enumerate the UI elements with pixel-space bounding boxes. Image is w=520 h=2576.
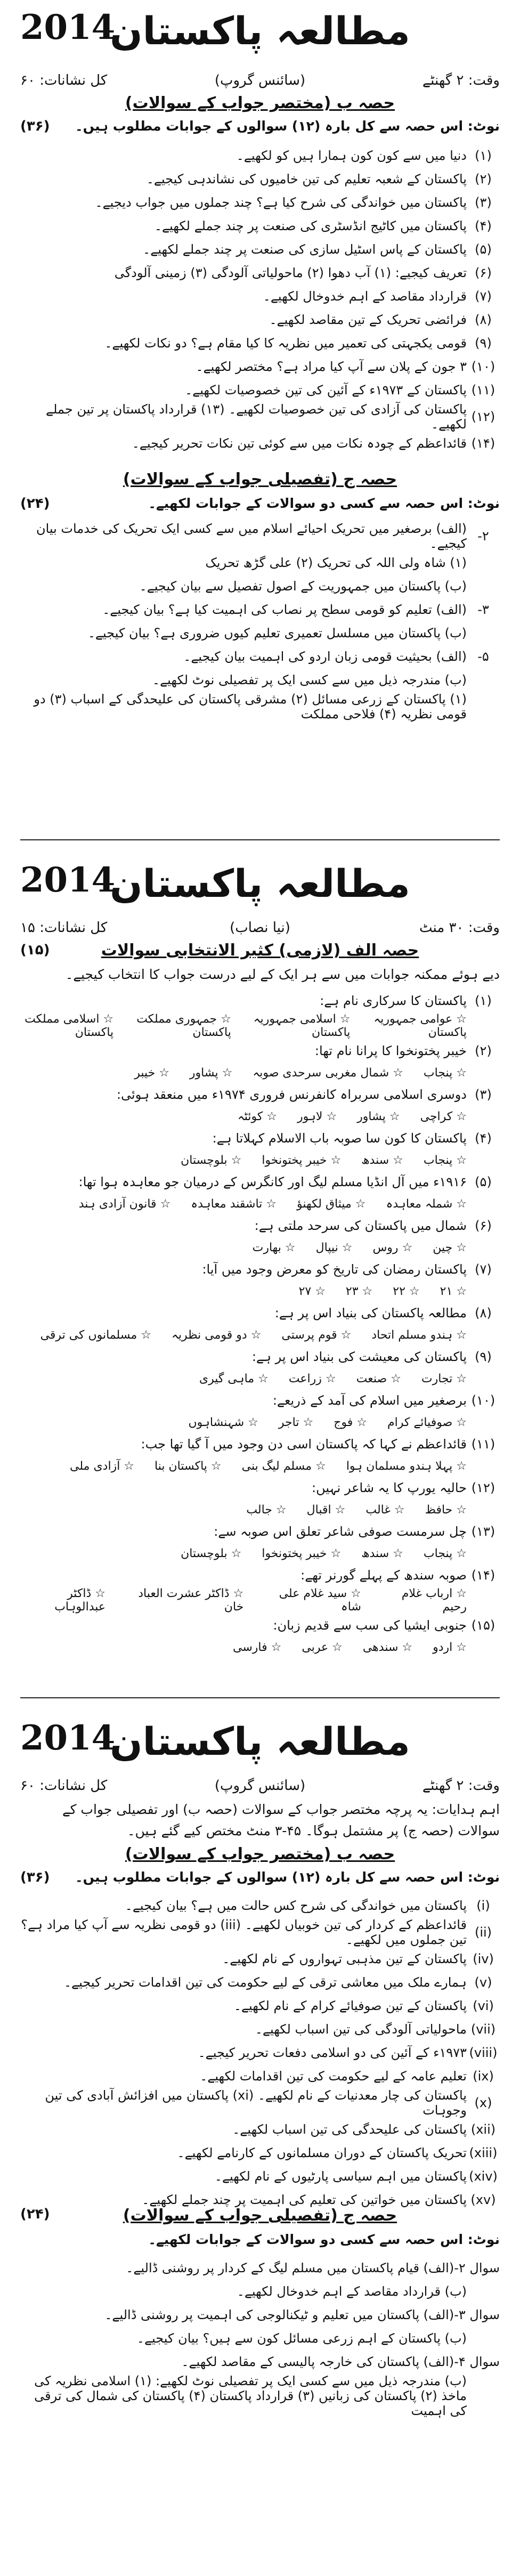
question-item: (iv) پاکستان کے تین مذہبی تہواروں کے نام لکھیے۔ [222,1951,494,1966]
mcq-item: (۲) خیبر پختونخوا کا پرانا نام تھا: ☆ پنجاب ☆ شمال مغربی سرحدی صوبہ ☆ پشاور ☆ خیبر [20,1039,500,1083]
long-question-item: سوال ۳- (الف) پاکستان میں تعلیم و ٹیکنالوجی کی اہمیت پر روشنی ڈالیے۔ [104,2307,500,2322]
question-item: (ix) تعلیم عامہ کے لیے حکومت کی تین اقدامات لکھیے۔ [200,2069,494,2084]
paper-title: مطالعہ پاکستان [110,9,410,53]
mcq-item: (۴) پاکستان کا کون سا صوبہ باب الاسلام کہلاتا ہے: ☆ پنجاب ☆ سندھ ☆ خیبر پختونخوا ☆ بلوچستان [20,1127,500,1170]
section-note: نوٹ: اس حصہ سے کل بارہ (۱۲) سوالوں کے جوابات مطلوب ہیں۔ [75,1869,500,1885]
section-note: نوٹ: اس حصہ سے کسی دو سوالات کے جوابات لکھیے۔ [148,2232,500,2247]
mcq-item: (۱۱) قائداعظم نے کہا کہ پاکستان اسی دن وجود میں آ گیا تھا جب: ☆ پہلا ہندو مسلمان ہوا ☆ مسلم لیگ بنی ☆ پاکستان بنا ☆ آزادی ملی [20,1432,500,1476]
time-label: وقت: ۲ گھنٹے [422,1778,500,1794]
paper-title: مطالعہ پاکستان [110,1719,410,1764]
question-item: (۲) پاکستان کے شعبہ تعلیم کی تین خامیوں کی نشاندہی کیجیے۔ [146,172,492,187]
group-label: (سائنس گروپ) [214,72,306,88]
section-marks: (۱۵) [20,942,50,958]
section-marks: (۲۴) [20,2206,50,2222]
paper-3 [0,1711,520,2563]
scheme-label: (نیا نصاب) [230,920,290,936]
long-question-item: ۲- (الف) برصغیر میں تحریک احیائے اسلام میں سے کسی ایک تحریک کی خدمات بیان کیجیے۔ [36,521,489,551]
long-question-item: (۱) پاکستان کے زرعی مسائل (۲) مشرقی پاکستان کی علیحدگی کے اسباب (۳) دو قومی نظریہ (۴) فلاحی مملکت [34,692,467,722]
question-item: (۱۱) پاکستان کے ۱۹۷۳ء کے آئین کی تین خصوصیات لکھیے۔ [185,383,495,398]
question-item: (v) ہمارے ملک میں معاشی ترقی کے لیے حکومت کی تین اقدامات تحریر کیجیے۔ [63,1975,492,1990]
time-label: وقت: ۲ گھنٹے [422,72,500,88]
mcq-item: (۶) شمال میں پاکستان کی سرحد ملتی ہے: ☆ چین ☆ روس ☆ نیپال ☆ بھارت [20,1214,500,1258]
section-heading: حصہ ب (مختصر جواب کے سوالات) [125,1845,395,1864]
mcq-item: (۵) ۱۹۱۶ء میں آل انڈیا مسلم لیگ اور کانگرس کے درمیان جو معاہدہ ہوا تھا: ☆ شملہ معاہدہ ☆ میثاق لکھنؤ ☆ تاشقند معاہدہ ☆ قانون آزادی ہند [20,1170,500,1214]
time-label: وقت: ۳۰ منٹ [419,920,500,936]
group-label: (سائنس گروپ) [214,1778,306,1794]
section-heading: حصہ ج (تفصیلی جواب کے سوالات) [123,2206,397,2225]
mcq-item: (۳) دوسری اسلامی سربراہ کانفرنس فروری ۱۹۷۴ء میں منعقد ہوئی: ☆ کراچی ☆ پشاور ☆ لاہور ☆ کوئٹہ [20,1083,500,1127]
long-question-item: ۵- (الف) بحیثیت قومی زبان اردو کی اہمیت بیان کیجیے۔ [183,649,489,664]
paper-divider [20,1697,500,1698]
section-heading: حصہ ب (مختصر جواب کے سوالات) [125,94,395,112]
question-item: (xii) پاکستان کی علیحدگی کی تین اسباب لکھیے۔ [232,2122,496,2137]
section-heading: حصہ الف (لازمی) کثیر الانتخابی سوالات [101,941,419,960]
total-marks: کل نشانات: ۱۵ [20,920,108,936]
question-item: (۸) فرائضی تحریک کے تین مقاصد لکھیے۔ [269,312,492,327]
paper-year: 2014 [20,860,116,900]
question-item: (vi) پاکستان کے تین صوفیائے کرام کے نام لکھیے۔ [233,1998,494,2013]
long-question-item: ۳- (الف) تعلیم کو قومی سطح پر نصاب کی اہمیت کیا ہے؟ بیان کیجیے۔ [102,602,489,617]
mcq-item: (۹) پاکستان کی معیشت کی بنیاد اس پر ہے: ☆ تجارت ☆ صنعت ☆ زراعت ☆ ماہی گیری [20,1345,500,1389]
question-item: (۱) دنیا میں سے کون کون ہمارا ہیں کو لکھیے۔ [236,148,492,163]
paper-year: 2014 [20,1718,116,1758]
mcq-item: (۷) پاکستان رمضان کی تاریخ کو معرض وجود میں آیا: ☆ ۲۱ ☆ ۲۲ ☆ ۲۳ ☆ ۲۷ [20,1258,500,1301]
question-item: (۱۴) قائداعظم کے چودہ نکات میں سے کوئی تین نکات تحریر کیجیے۔ [132,436,495,451]
mcq-item: (۱۰) برصغیر میں اسلام کی آمد کے ذریعے: ☆ صوفیائے کرام ☆ فوج ☆ تاجر ☆ شہنشاہوں [20,1389,500,1432]
question-item: (x) پاکستان کی چار معدنیات کے نام لکھیے۔ (xi) پاکستان میں افزائش آبادی کی تین وجوہات [45,2088,492,2118]
question-item: (۱۰) ۳ جون کے پلان سے آپ کیا مراد ہے؟ مختصر لکھیے۔ [196,359,495,374]
long-question-item: (ب) پاکستان کے اہم زرعی مسائل کون سے ہیں؟ بیان کیجیے۔ [136,2331,467,2346]
long-question-item: سوال ۲- (الف) قیام پاکستان میں مسلم لیگ کے کردار پر روشنی ڈالیے۔ [126,2261,500,2275]
paper-divider [20,839,500,840]
section-marks: (۲۴) [20,496,50,512]
section-note: نوٹ: اس حصہ سے کسی دو سوالات کے جوابات لکھیے۔ [148,496,500,511]
section-note: نوٹ: اس حصہ سے کل بارہ (۱۲) سوالوں کے جوابات مطلوب ہیں۔ [75,118,500,134]
question-list [20,1894,500,2212]
mcq-item: (۱۲) حالیہ یورپ کا یہ شاعر نہیں: ☆ حافظ ☆ غالب ☆ اقبال ☆ جالب [20,1476,500,1520]
mcq-item: (۸) مطالعہ پاکستان کی بنیاد اس پر ہے: ☆ ہندو مسلم اتحاد ☆ قوم پرستی ☆ دو قومی نظریہ ☆ مسلمانوں کی ترقی [20,1301,500,1345]
long-question-list [20,521,500,722]
question-item: (۴) پاکستان میں کاٹیج انڈسٹری کی صنعت پر چند جملے لکھیے۔ [154,218,492,233]
section-heading: حصہ ج (تفصیلی جواب کے سوالات) [123,470,397,489]
question-item: (xiii) تحریک پاکستان کے دوران مسلمانوں کے کارنامے لکھیے۔ [177,2145,498,2160]
section-marks: (۳۶) [20,118,50,134]
question-item: (ii) قائداعظم کے کردار کی تین خوبیاں لکھیے۔ (iii) دو قومی نظریہ سے آپ کیا مراد ہے؟ تین جملوں میں لکھیے۔ [21,1917,492,1947]
question-item: (vii) ماحولیاتی آلودگی کی تین اسباب لکھیے۔ [255,2022,496,2037]
long-question-item: (ب) مندرجہ ذیل میں سے کسی ایک پر تفصیلی نوٹ لکھیے: (۱) اسلامی نظریہ کی ماخذ (۲) پاکستان کی زبانیں (۳) قرارداد پاکستان (۴) پاکستان کی شمال کی ترقی کی اہمیت [34,2374,467,2418]
long-question-item: (ب) پاکستان میں مسلسل تعمیری تعلیم کیوں ضروری ہے؟ بیان کیجیے۔ [87,626,467,641]
paper-instructions: اہم ہدایات: یہ پرچہ مختصر جواب کے سوالات (حصہ ب) اور تفصیلی جواب کے سوالات (حصہ ج) پر مشتمل ہوگا۔ ۴۵-۳ منٹ مختص کیے گئے ہیں۔ [62,1802,500,1838]
paper-2 [0,853,520,1684]
long-question-list [20,2256,500,2418]
question-item: (۱۲) پاکستان کی آزادی کی تین خصوصیات لکھیے۔ (۱۳) قرارداد پاکستان پر تین جملے لکھیے۔ [46,402,495,432]
long-question-item: (ب) مندرجہ ذیل میں سے کسی ایک پر تفصیلی نوٹ لکھیے۔ [152,673,467,687]
question-item: (xiv) پاکستان میں اہم سیاسی پارٹیوں کے نام لکھیے۔ [214,2169,498,2184]
question-item: (xv) پاکستان میں خواتین کی تعلیم کی اہمیت پر چند جملے لکھیے۔ [142,2192,496,2207]
paper-title: مطالعہ پاکستان [110,861,410,906]
question-item: (۷) قرارداد مقاصد کے اہم خدوخال لکھیے۔ [263,289,492,304]
long-question-item: (ب) پاکستان میں جمہوریت کے اصول تفصیل سے بیان کیجیے۔ [139,579,467,594]
mcq-item: (۱) پاکستان کا سرکاری نام ہے: ☆ عوامی جمہوریہ پاکستان ☆ اسلامی جمہوریہ پاکستان ☆ جمہوری مملکت پاکستان ☆ اسلامی مملکت پاکستان [20,989,500,1039]
question-item: (۵) پاکستان کے پاس اسٹیل سازی کی صنعت پر چند جملے لکھیے۔ [143,242,492,257]
mcq-item: (۱۳) چل سرمست صوفی شاعر تعلق اس صوبہ سے: ☆ پنجاب ☆ سندھ ☆ خیبر پختونخوا ☆ بلوچستان [20,1520,500,1564]
total-marks: کل نشانات: ۶۰ [20,1778,108,1794]
mcq-item: (۱۴) صوبہ سندھ کے پہلے گورنر تھے: ☆ ارباب غلام رحیم ☆ سید غلام علی شاہ ☆ ڈاکٹر عشرت العباد خان ☆ ڈاکٹر عبدالوہاب [20,1564,500,1614]
question-item: (i) پاکستان میں خواندگی کی شرح کس حالت میں ہے؟ بیان کیجیے۔ [125,1898,490,1913]
long-question-item: (ب) قرارداد مقاصد کے اہم خدوخال لکھیے۔ [237,2284,467,2299]
long-question-item: سوال ۴- (الف) پاکستان کی خارجہ پالیسی کے مقاصد لکھیے۔ [181,2354,500,2369]
total-marks: کل نشانات: ۶۰ [20,72,108,88]
section-marks: (۳۶) [20,1869,50,1885]
mcq-list [20,989,500,1657]
mcq-instruction: دیے ہوئے ممکنہ جوابات میں سے ہر ایک کے لیے درست جواب کا انتخاب کیجیے۔ [65,967,500,982]
mcq-item: (۱۵) جنوبی ایشیا کی سب سے قدیم زبان: ☆ اردو ☆ سندھی ☆ عربی ☆ فارسی [20,1614,500,1657]
question-item: (۶) تعریف کیجیے: (۱) آب دھوا (۲) ماحولیاتی آلودگی (۳) زمینی آلودگی [114,265,492,280]
question-item: (۳) پاکستان میں خواندگی کی شرح کیا ہے؟ چند جملوں میں جواب دیجیے۔ [95,195,492,210]
question-list [20,144,500,455]
long-question-item: (۱) شاہ ولی اللہ کی تحریک (۲) علی گڑھ تحریک [205,555,467,570]
paper-1 [0,0,520,831]
question-item: (۹) قومی یکجہتی کی تعمیر میں نظریہ کا کیا مقام ہے؟ دو نکات لکھیے۔ [104,336,492,351]
question-item: (viii) ۱۹۷۳ء کے آئین کی دو اسلامی دفعات تحریر کیجیے۔ [198,2045,498,2060]
paper-year: 2014 [20,7,116,47]
